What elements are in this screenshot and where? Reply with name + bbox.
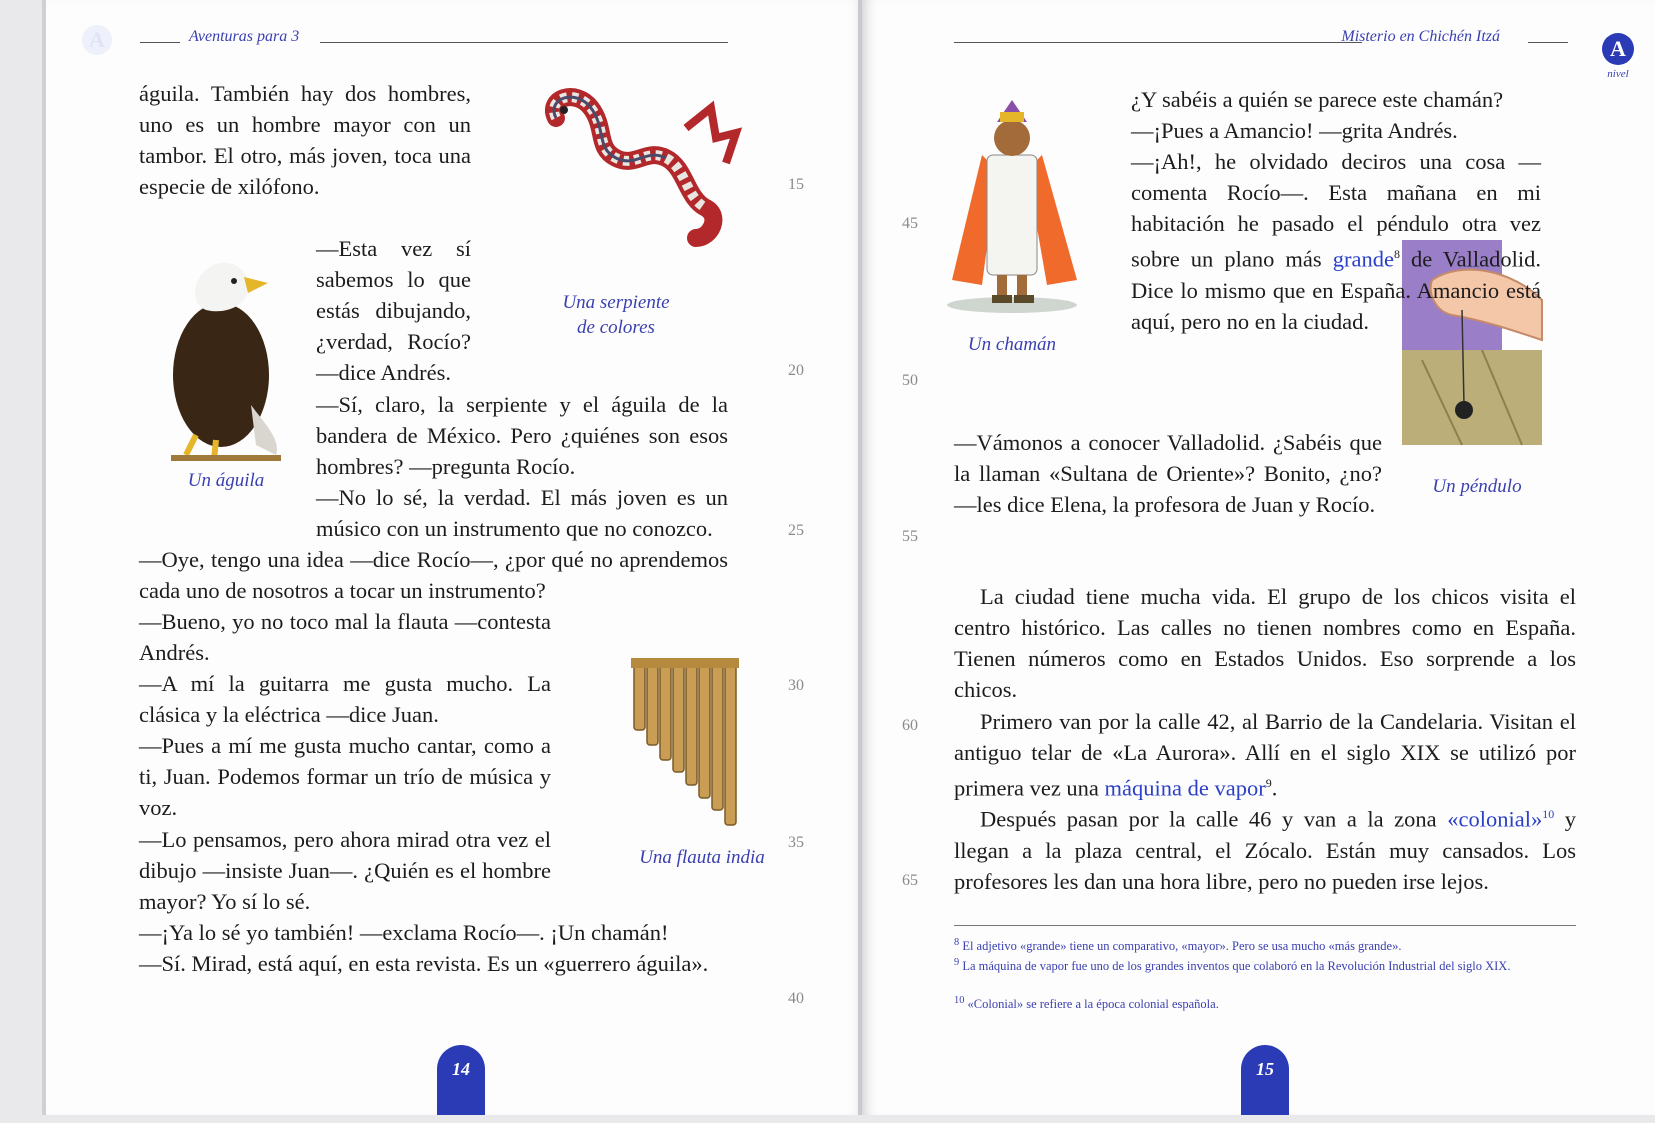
page-number-14: 14 [437,1045,485,1115]
line-number: 20 [788,362,804,379]
level-badge: A [1602,33,1634,65]
pan-flute-illustration [634,650,774,840]
right-paragraph-4: —Vámonos a conocer Valladolid. ¿Sabéis que la llaman «Sultana de Oriente»? Bonito, ¿no? —les dice Elena, la profesora de Juan y Rocío. [954,430,1382,517]
vocab-link-colonial[interactable]: «colonial» [1447,806,1543,832]
caption-serpent-line-2: de colores [577,317,655,338]
line-number: 25 [788,522,804,539]
footnote-rule [954,925,1576,926]
caption-flute: Una flauta india [639,847,765,868]
right-page [862,0,1655,1115]
left-paragraph-5: —Oye, tengo una idea —dice Rocío—, ¿por qué no aprendemos cada uno de nosotros a tocar un instrumento? [139,547,728,603]
left-paragraph-1: águila. También hay dos hombres, uno es un hombre mayor con un tambor. El otro, más joven, toca una especie de xilófono. [139,81,471,199]
footnote-number: 9 [954,957,960,968]
right-paragraph-6 [954,706,1576,804]
vocab-link-maquina-de-vapor[interactable]: máquina de vapor [1104,775,1266,801]
right-paragraph-7-text: Después pasan por la calle 46 y van a la zona [980,806,1448,832]
left-paragraph-4: —No lo sé, la verdad. El más joven es un músico con un instrumento que no conozco. [316,485,728,541]
left-paragraph-2: —Esta vez sí sabemos lo que estás dibujando, ¿verdad, Rocío? —dice Andrés. [316,236,471,385]
caption-serpent-line-1: Una serpiente [562,292,670,313]
caption-shaman: Un chamán [967,334,1057,355]
right-paragraph-6-text-end: . [1271,775,1278,801]
left-paragraph-10: —¡Ya lo sé yo también! —exclama Rocío—. ¡Un chamán! [139,920,669,945]
right-paragraph-7-text-end: y llegan a la plaza central, el Zócalo. Están muy cansados. Los profesores les dan una hora libre, pero no pueden irse lejos. [954,806,1577,894]
right-paragraph-6-text: Primero van por la calle 42, al Barrio de la Candelaria. Visitan el antiguo telar de «La Aurora». Allí en el siglo XIX se utilizó por primera vez una [954,709,1576,801]
shaman-illustration [942,100,1082,315]
header-rule-short [1528,42,1568,43]
level-label: nivel [1607,68,1629,80]
footnote-text: «Colonial» se refiere a la época colonial española. [967,997,1219,1012]
line-number: 55 [902,528,918,545]
footnote-ref-8[interactable]: 8 [1393,247,1400,261]
header-rule-long [320,42,728,43]
caption-serpent [536,290,696,340]
header-rule-long [954,42,1362,43]
right-paragraph-3-text: —¡Ah!, he olvidado deciros una cosa —comenta Rocío—. Esta mañana en mi habitación he pasado el péndulo otra vez sobre un plano más [1131,149,1541,272]
right-paragraph-1: ¿Y sabéis a quién se parece este chamán? [1131,87,1504,112]
right-paragraph-7 [954,799,1576,897]
left-paragraph-8: —Pues a mí me gusta mucho cantar, como a ti, Juan. Podemos formar un trío de música y voz. [139,733,551,820]
footnote-text: El adjetivo «grande» tiene un comparativo, «mayor». Pero se usa mucho «más grande». [962,939,1402,954]
footnote-8 [954,934,1576,955]
left-running-header: Aventuras para 3 [189,28,300,45]
line-number: 60 [902,717,918,734]
line-number: 40 [788,990,804,1007]
footnote-ref-9[interactable]: 9 [1265,776,1272,790]
right-paragraph-5: La ciudad tiene mucha vida. El grupo de los chicos visita el centro histórico. Las calles no tienen nombres como en España. Tienen números como en Estados Unidos. Eso sorprende a los chicos. [954,584,1576,702]
right-running-header: Misterio en Chichén Itzá [1341,28,1500,45]
left-page [42,0,864,1115]
footnote-number: 10 [954,995,965,1006]
right-paragraph-3-text-end: de Valladolid. Dice lo mismo que en España. Amancio está aquí, pero no en la ciudad. [1131,246,1541,334]
faded-level-badge: A [82,25,112,55]
footnote-number: 8 [954,937,960,948]
vocab-link-grande[interactable]: grande [1332,246,1394,272]
footnote-ref-10[interactable]: 10 [1542,807,1555,821]
footnote-text: La máquina de vapor fue uno de los grandes inventos que colaboró en la Revolución Industrial del siglo XIX. [962,959,1511,974]
caption-pendulum: Un péndulo [1432,476,1522,497]
left-paragraph-9: —Lo pensamos, pero ahora mirad otra vez el dibujo —insiste Juan—. ¿Quién es el hombre mayor? Yo sí lo sé. [139,827,551,914]
line-number: 65 [902,872,918,889]
footnote-9 [954,954,1576,975]
eagle-illustration [156,255,296,465]
left-paragraph-11: —Sí. Mirad, está aquí, en esta revista. Es un «guerrero águila». [139,951,709,976]
caption-eagle: Un águila [187,470,265,491]
line-number: 30 [788,677,804,694]
left-paragraph-6: —Bueno, yo no toco mal la flauta —contesta Andrés. [139,609,551,665]
page-number-15: 15 [1241,1045,1289,1115]
header-rule-short [140,42,180,43]
right-paragraph-2: —¡Pues a Amancio! —grita Andrés. [1131,118,1458,143]
line-number: 50 [902,372,918,389]
line-number: 15 [788,176,804,193]
line-number: 45 [902,215,918,232]
footnote-10 [954,992,1576,1013]
right-paragraph-3-top [1131,146,1541,337]
left-paragraph-3: —Sí, claro, la serpiente y el águila de la bandera de México. Pero ¿quiénes son esos hombres? —pregunta Rocío. [316,392,728,479]
serpent-illustration [536,88,736,258]
left-paragraph-7: —A mí la guitarra me gusta mucho. La clásica y la eléctrica —dice Juan. [139,671,551,727]
line-number: 35 [788,834,804,851]
